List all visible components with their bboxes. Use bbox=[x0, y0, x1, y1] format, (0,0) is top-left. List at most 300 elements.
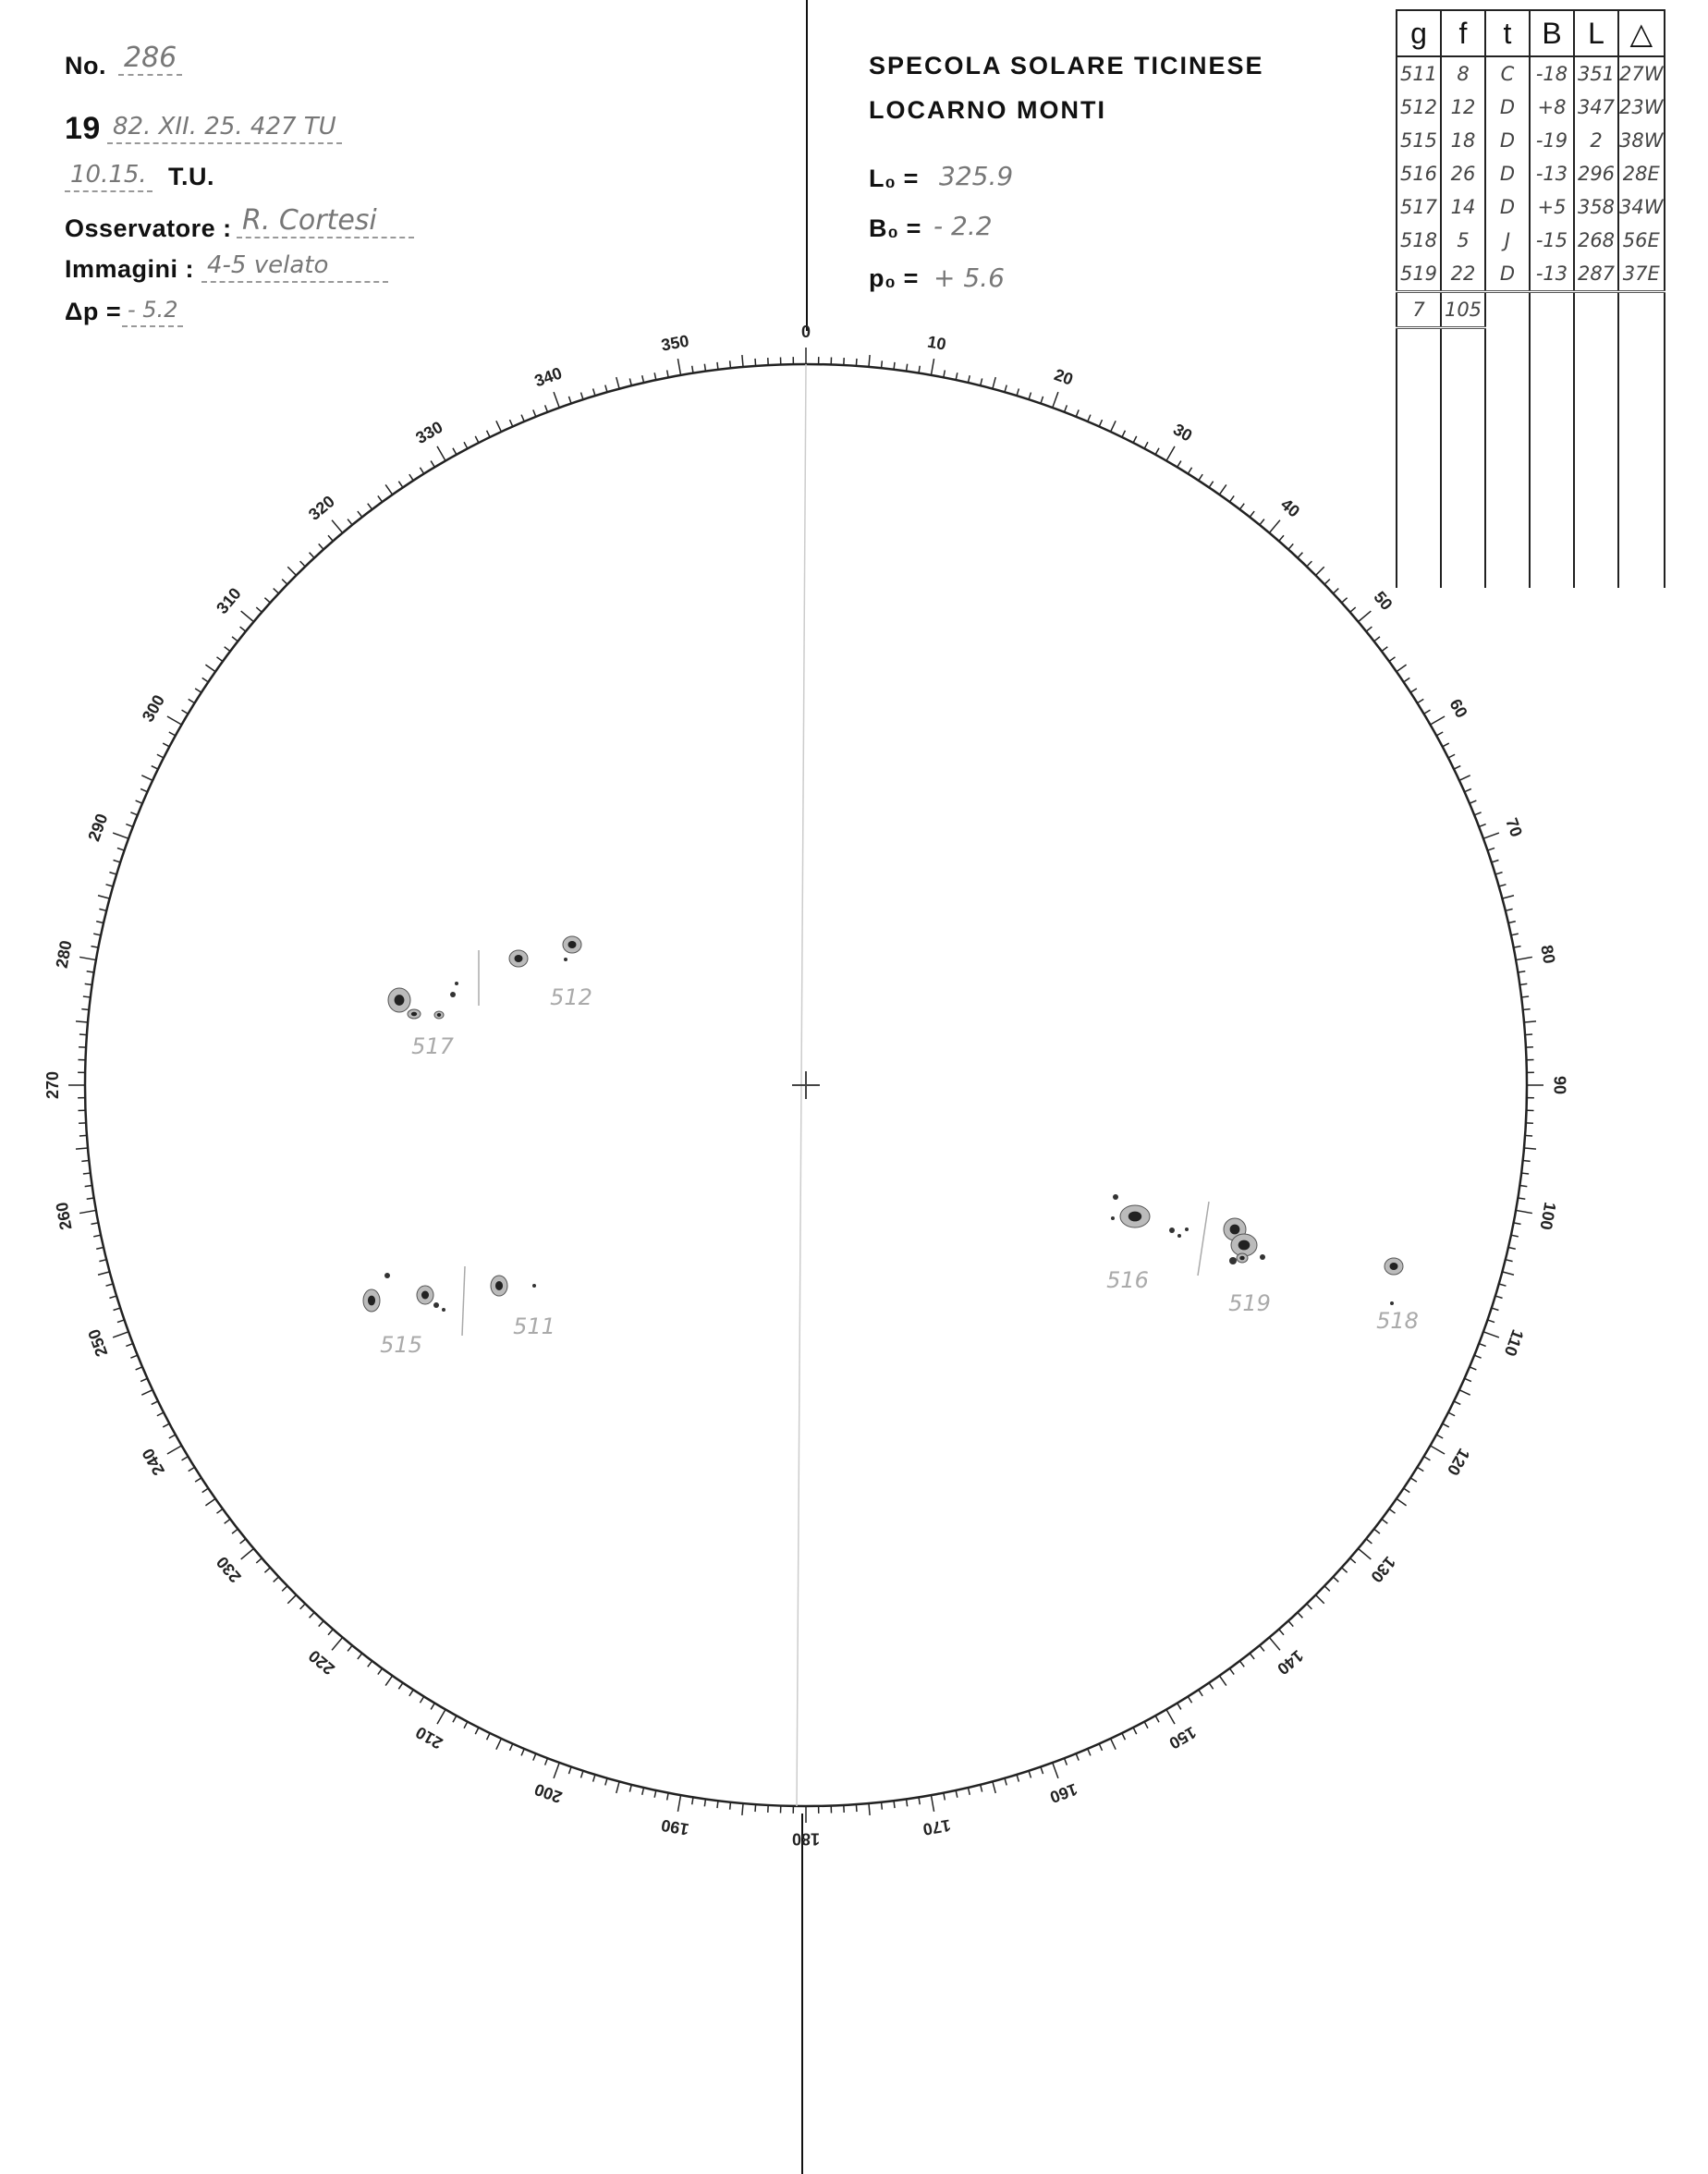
limb-tick bbox=[152, 766, 158, 770]
limb-tick bbox=[1144, 1722, 1148, 1728]
column-header: B bbox=[1530, 10, 1574, 56]
limb-tick bbox=[202, 678, 209, 681]
limb-tick-label: 210 bbox=[412, 1722, 446, 1753]
limb-tick bbox=[431, 1704, 434, 1710]
limb-tick bbox=[358, 511, 362, 517]
limb-tick-label: 220 bbox=[305, 1646, 338, 1679]
limb-tick bbox=[1188, 468, 1191, 474]
limb-tick bbox=[1374, 1529, 1380, 1533]
limb-tick bbox=[1430, 1446, 1445, 1454]
limb-tick bbox=[1514, 1223, 1521, 1225]
limb-tick bbox=[1260, 519, 1264, 525]
B0-label: B₀ = bbox=[869, 214, 921, 242]
limb-tick bbox=[1523, 1009, 1531, 1010]
column-header: f bbox=[1441, 10, 1485, 56]
limb-tick bbox=[704, 364, 705, 372]
limb-tick bbox=[1479, 1344, 1485, 1347]
L0-label: L₀ = bbox=[869, 165, 919, 192]
limb-tick bbox=[1065, 405, 1068, 411]
limb-tick bbox=[1465, 788, 1471, 791]
limb-tick bbox=[475, 436, 479, 443]
table-cell: 38W bbox=[1618, 124, 1665, 157]
limb-tick-label: 140 bbox=[1274, 1646, 1307, 1679]
limb-tick bbox=[1508, 922, 1516, 923]
limb-tick bbox=[1324, 580, 1330, 585]
limb-tick-label: 120 bbox=[1443, 1445, 1474, 1479]
limb-tick bbox=[310, 1612, 314, 1618]
limb-tick bbox=[487, 1733, 491, 1740]
limb-tick bbox=[1499, 885, 1507, 886]
group-label-518: 518 bbox=[1376, 1308, 1419, 1334]
sunspot-umbra-519 bbox=[1239, 1256, 1244, 1261]
limb-tick bbox=[1495, 873, 1503, 874]
limb-tick bbox=[300, 1604, 306, 1609]
limb-tick bbox=[256, 1558, 262, 1563]
table-cell: 512 bbox=[1397, 91, 1441, 124]
limb-tick bbox=[509, 420, 512, 426]
limb-tick bbox=[1017, 1775, 1019, 1782]
limb-tick bbox=[677, 1795, 680, 1812]
limb-tick bbox=[1316, 567, 1324, 575]
limb-tick bbox=[1519, 1186, 1527, 1187]
limb-tick bbox=[919, 366, 920, 373]
limb-tick bbox=[1316, 1595, 1324, 1604]
limb-tick bbox=[136, 1367, 142, 1370]
table-cell: 519 bbox=[1397, 257, 1441, 292]
limb-tick-label: 10 bbox=[925, 332, 948, 354]
limb-tick bbox=[85, 1186, 92, 1187]
table-cell: 22 bbox=[1441, 257, 1485, 292]
limb-tick bbox=[1029, 393, 1031, 400]
limb-tick-label: 60 bbox=[1446, 695, 1471, 722]
limb-tick-label: 280 bbox=[52, 938, 76, 970]
table-cell: D bbox=[1485, 257, 1530, 292]
limb-tick bbox=[642, 375, 644, 383]
limb-tick bbox=[1374, 637, 1380, 641]
limb-tick bbox=[99, 1260, 106, 1262]
limb-tick bbox=[1523, 1161, 1531, 1162]
limb-tick bbox=[1053, 1763, 1058, 1778]
limb-tick bbox=[1389, 1508, 1395, 1513]
images-value: 4-5 velato bbox=[201, 250, 388, 283]
limb-tick bbox=[1443, 743, 1449, 747]
table-cell: 518 bbox=[1397, 224, 1441, 257]
limb-tick bbox=[169, 1435, 176, 1438]
limb-tick bbox=[319, 544, 323, 549]
sunspot-umbra-515 bbox=[368, 1296, 375, 1306]
limb-tick bbox=[593, 1775, 595, 1782]
limb-tick bbox=[521, 1749, 524, 1755]
sunspot-pore-512 bbox=[564, 958, 567, 961]
delta-p-label: Δp = bbox=[65, 298, 122, 325]
table-cell: J bbox=[1485, 224, 1530, 257]
limb-tick bbox=[205, 665, 215, 671]
limb-tick-label: 350 bbox=[659, 331, 690, 355]
limb-tick bbox=[907, 1799, 908, 1806]
limb-tick bbox=[409, 1690, 413, 1696]
sunspot-pore-516 bbox=[1185, 1227, 1189, 1231]
sunspot-umbra-512 bbox=[568, 941, 577, 948]
limb-tick bbox=[956, 1790, 958, 1798]
table-cell: -15 bbox=[1530, 224, 1574, 257]
group-label-512: 512 bbox=[550, 984, 592, 1010]
limb-tick bbox=[1269, 520, 1280, 533]
limb-tick bbox=[205, 1498, 215, 1505]
limb-tick bbox=[99, 909, 106, 910]
limb-tick bbox=[1483, 833, 1499, 838]
limb-tick bbox=[1448, 1412, 1455, 1416]
limb-tick bbox=[654, 373, 656, 380]
table-cell: 268 bbox=[1574, 224, 1618, 257]
sunspot-pore-519 bbox=[1229, 1257, 1237, 1264]
limb-tick bbox=[332, 520, 343, 533]
table-cell: D bbox=[1485, 157, 1530, 190]
limb-tick bbox=[1424, 1457, 1431, 1460]
limb-tick-label: 250 bbox=[84, 1326, 112, 1360]
sunspot-pore-518 bbox=[1390, 1301, 1394, 1305]
limb-tick bbox=[1436, 1435, 1443, 1438]
table-cell: 515 bbox=[1397, 124, 1441, 157]
limb-tick bbox=[216, 1508, 222, 1513]
limb-tick bbox=[1111, 421, 1116, 432]
limb-tick bbox=[93, 934, 101, 935]
limb-tick bbox=[182, 1457, 189, 1460]
limb-tick bbox=[475, 1728, 479, 1734]
limb-tick bbox=[79, 1210, 96, 1213]
limb-tick bbox=[496, 1739, 501, 1750]
number-value: 286 bbox=[118, 43, 182, 76]
limb-tick bbox=[130, 1355, 137, 1358]
observatory-name: SPECOLA SOLARE TICINESE bbox=[869, 52, 1264, 79]
limb-tick bbox=[554, 392, 559, 408]
limb-tick bbox=[87, 971, 94, 972]
B0-value: - 2.2 bbox=[933, 211, 993, 241]
table-cell: 27W bbox=[1618, 56, 1665, 91]
limb-tick bbox=[274, 589, 279, 593]
limb-tick bbox=[1307, 1604, 1312, 1609]
column-header: t bbox=[1485, 10, 1530, 56]
limb-tick bbox=[358, 1654, 362, 1659]
limb-tick bbox=[1288, 1621, 1293, 1627]
limb-tick bbox=[167, 1446, 182, 1454]
limb-tick bbox=[1488, 848, 1495, 850]
divider-515-511 bbox=[462, 1266, 465, 1336]
limb-tick bbox=[1333, 1577, 1338, 1582]
limb-tick bbox=[981, 1785, 982, 1792]
limb-tick bbox=[464, 442, 468, 448]
limb-tick bbox=[1076, 1753, 1079, 1760]
limb-tick bbox=[1307, 561, 1312, 567]
table-cell: 12 bbox=[1441, 91, 1485, 124]
table-cell: D bbox=[1485, 190, 1530, 224]
group-label-517: 517 bbox=[411, 1033, 454, 1059]
sunspot-umbra-519 bbox=[1230, 1225, 1240, 1235]
sunspot-pore-516 bbox=[1113, 1194, 1118, 1200]
limb-tick bbox=[730, 360, 731, 368]
limb-tick bbox=[1324, 1586, 1330, 1592]
limb-tick bbox=[1389, 657, 1395, 662]
table-cell: 287 bbox=[1574, 257, 1618, 292]
limb-tick bbox=[1488, 1320, 1495, 1323]
limb-tick bbox=[310, 553, 314, 558]
sunspot-pore-519 bbox=[1260, 1254, 1265, 1260]
limb-tick bbox=[106, 885, 114, 886]
limb-tick bbox=[79, 1034, 87, 1035]
total-spots: 105 bbox=[1441, 292, 1485, 328]
table-cell: 56E bbox=[1618, 224, 1665, 257]
limb-tick bbox=[730, 1802, 731, 1810]
limb-tick bbox=[83, 996, 91, 997]
limb-tick bbox=[968, 375, 970, 383]
limb-tick bbox=[1511, 1235, 1519, 1237]
limb-tick bbox=[195, 1478, 201, 1482]
limb-tick-label: 30 bbox=[1169, 420, 1196, 446]
limb-tick bbox=[1454, 1401, 1460, 1405]
limb-tick bbox=[163, 1423, 169, 1427]
limb-tick bbox=[1502, 1272, 1514, 1275]
limb-tick bbox=[136, 800, 142, 803]
total-groups: 7 bbox=[1397, 292, 1441, 328]
limb-tick bbox=[98, 1272, 110, 1275]
limb-tick bbox=[1495, 1296, 1503, 1298]
sunspot-pore-515 bbox=[384, 1273, 390, 1278]
limb-tick bbox=[98, 896, 110, 898]
limb-tick bbox=[1521, 996, 1529, 997]
limb-tick bbox=[1342, 1568, 1348, 1572]
limb-tick bbox=[742, 355, 743, 367]
table-cell: -18 bbox=[1530, 56, 1574, 91]
limb-tick-label: 290 bbox=[84, 811, 112, 844]
limb-tick bbox=[1005, 385, 1006, 393]
limb-tick-label: 90 bbox=[1550, 1075, 1569, 1095]
sunspot-pore-517 bbox=[455, 982, 458, 985]
limb-tick bbox=[869, 1803, 870, 1815]
limb-tick bbox=[79, 957, 96, 959]
L0-value: 325.9 bbox=[939, 161, 1014, 191]
limb-tick bbox=[169, 732, 176, 736]
sunspot-pore-515 bbox=[433, 1302, 439, 1308]
limb-tick bbox=[1479, 824, 1485, 827]
limb-tick bbox=[894, 1801, 895, 1808]
limb-tick bbox=[1483, 1332, 1499, 1337]
limb-tick bbox=[993, 377, 995, 389]
limb-tick-label: 110 bbox=[1500, 1326, 1528, 1359]
limb-tick bbox=[1219, 1676, 1226, 1686]
divider-516-519 bbox=[1198, 1202, 1209, 1276]
limb-tick bbox=[225, 647, 230, 652]
limb-tick-label: 240 bbox=[138, 1445, 169, 1479]
limb-tick-label: 270 bbox=[43, 1070, 62, 1100]
limb-tick bbox=[1524, 1148, 1536, 1149]
limb-tick bbox=[487, 431, 491, 437]
limb-tick bbox=[114, 1308, 121, 1310]
limb-tick bbox=[568, 397, 571, 404]
limb-tick bbox=[993, 1781, 995, 1793]
table-cell: 26 bbox=[1441, 157, 1485, 190]
limb-tick bbox=[496, 421, 501, 432]
limb-tick bbox=[1239, 504, 1244, 509]
limb-tick bbox=[420, 468, 423, 474]
limb-tick bbox=[152, 1401, 158, 1405]
limb-tick bbox=[328, 1630, 333, 1635]
limb-tick bbox=[1342, 598, 1348, 603]
table-cell: 8 bbox=[1441, 56, 1485, 91]
limb-tick bbox=[568, 1767, 571, 1775]
table-cell: -13 bbox=[1530, 157, 1574, 190]
limb-tick-label: 230 bbox=[213, 1553, 245, 1586]
limb-tick bbox=[1359, 1548, 1372, 1559]
limb-tick bbox=[1492, 860, 1499, 861]
table-cell: D bbox=[1485, 124, 1530, 157]
limb-tick bbox=[1366, 1539, 1372, 1544]
limb-tick bbox=[554, 1763, 559, 1778]
limb-tick-label: 70 bbox=[1502, 815, 1526, 839]
limb-tick bbox=[1470, 800, 1476, 803]
limb-tick bbox=[420, 1696, 423, 1703]
limb-tick-label: 300 bbox=[138, 691, 169, 726]
limb-tick bbox=[91, 947, 98, 948]
limb-tick bbox=[348, 519, 352, 525]
limb-tick bbox=[545, 405, 548, 411]
limb-tick bbox=[117, 848, 125, 850]
limb-tick-label: 310 bbox=[213, 584, 245, 617]
table-cell: 14 bbox=[1441, 190, 1485, 224]
limb-tick bbox=[106, 1284, 114, 1286]
limb-tick bbox=[1005, 1778, 1006, 1786]
limb-tick bbox=[216, 657, 222, 662]
limb-tick-label: 200 bbox=[531, 1779, 565, 1807]
limb-tick bbox=[1514, 947, 1521, 948]
limb-tick bbox=[1250, 511, 1254, 517]
limb-tick-label: 20 bbox=[1052, 365, 1076, 389]
sunspot-umbra-519 bbox=[1238, 1240, 1250, 1251]
limb-tick bbox=[264, 598, 270, 603]
limb-tick bbox=[919, 1797, 920, 1804]
limb-tick bbox=[1519, 983, 1527, 984]
limb-tick bbox=[287, 1595, 296, 1604]
limb-tick bbox=[96, 922, 104, 923]
limb-tick bbox=[1088, 1749, 1091, 1755]
limb-tick-label: 0 bbox=[800, 322, 811, 341]
limb-tick bbox=[240, 627, 246, 631]
sunspot-pore-516 bbox=[1111, 1216, 1115, 1220]
limb-tick bbox=[202, 1488, 209, 1492]
limb-tick bbox=[1133, 436, 1137, 443]
limb-tick bbox=[81, 1161, 89, 1162]
limb-tick bbox=[1525, 1034, 1532, 1035]
limb-tick bbox=[368, 1661, 372, 1667]
column-header: L bbox=[1574, 10, 1618, 56]
limb-tick bbox=[1298, 1612, 1302, 1618]
table-cell: 34W bbox=[1618, 190, 1665, 224]
limb-tick bbox=[533, 1753, 536, 1760]
limb-tick-label: 180 bbox=[791, 1829, 821, 1849]
observatory-location: LOCARNO MONTI bbox=[869, 96, 1106, 124]
limb-tick bbox=[717, 1801, 718, 1808]
limb-tick bbox=[1219, 484, 1226, 495]
limb-tick bbox=[189, 1467, 195, 1471]
limb-tick bbox=[667, 370, 669, 377]
limb-tick bbox=[545, 1758, 548, 1765]
limb-tick-label: 330 bbox=[412, 417, 446, 448]
limb-tick bbox=[225, 1519, 230, 1523]
limb-tick bbox=[398, 1683, 402, 1690]
limb-tick bbox=[1279, 535, 1284, 541]
limb-tick bbox=[431, 461, 434, 468]
limb-tick bbox=[79, 1135, 87, 1136]
limb-tick bbox=[1459, 1390, 1470, 1395]
limb-tick-label: 320 bbox=[305, 492, 338, 524]
limb-tick bbox=[409, 474, 413, 481]
limb-tick bbox=[1516, 957, 1532, 959]
sunspot-umbra-512 bbox=[515, 955, 523, 962]
sunspot-pore-511 bbox=[532, 1284, 536, 1288]
limb-tick bbox=[654, 1790, 656, 1798]
limb-tick bbox=[1333, 589, 1338, 593]
table-cell: 5 bbox=[1441, 224, 1485, 257]
limb-tick bbox=[1250, 1654, 1254, 1659]
table-cell: 358 bbox=[1574, 190, 1618, 224]
limb-tick bbox=[91, 1223, 98, 1225]
limb-tick bbox=[1239, 1661, 1244, 1667]
limb-tick bbox=[241, 1548, 254, 1559]
limb-tick bbox=[1499, 1284, 1507, 1286]
limb-tick bbox=[968, 1788, 970, 1795]
table-cell: 28E bbox=[1618, 157, 1665, 190]
limb-tick bbox=[1508, 1247, 1516, 1249]
observer-value: R. Cortesi bbox=[237, 205, 414, 238]
sunspot-umbra-517 bbox=[411, 1012, 417, 1017]
limb-tick bbox=[755, 1804, 756, 1812]
limb-tick bbox=[378, 1668, 383, 1674]
limb-tick bbox=[521, 415, 524, 421]
limb-tick bbox=[1017, 388, 1019, 396]
limb-tick-label: 130 bbox=[1367, 1553, 1399, 1586]
sunspot-umbra-511 bbox=[495, 1281, 503, 1290]
limb-tick bbox=[282, 1586, 287, 1592]
limb-tick bbox=[328, 535, 333, 541]
table-cell: +8 bbox=[1530, 91, 1574, 124]
limb-tick bbox=[1177, 1704, 1181, 1710]
limb-tick bbox=[931, 1795, 933, 1812]
limb-tick bbox=[76, 1021, 88, 1022]
sunspot-pore-515 bbox=[442, 1308, 445, 1312]
limb-tick bbox=[93, 1235, 101, 1237]
limb-tick bbox=[629, 1785, 631, 1792]
limb-tick bbox=[1502, 896, 1514, 898]
limb-tick bbox=[1417, 1467, 1423, 1471]
limb-tick bbox=[755, 359, 756, 366]
limb-tick bbox=[140, 1378, 147, 1381]
limb-tick bbox=[195, 689, 201, 692]
limb-tick-label: 190 bbox=[659, 1815, 690, 1839]
limb-tick bbox=[1269, 1638, 1280, 1651]
limb-tick bbox=[692, 1797, 693, 1804]
limb-tick bbox=[1518, 971, 1525, 972]
limb-tick bbox=[1298, 553, 1302, 558]
limb-tick bbox=[1155, 1716, 1159, 1722]
limb-tick bbox=[1088, 415, 1091, 421]
table-cell: 296 bbox=[1574, 157, 1618, 190]
limb-tick-label: 170 bbox=[921, 1815, 953, 1839]
number-label: No. bbox=[65, 52, 106, 79]
limb-tick bbox=[533, 409, 536, 416]
P0-value: + 5.6 bbox=[933, 263, 1005, 293]
limb-tick bbox=[130, 812, 137, 815]
limb-tick bbox=[256, 607, 262, 612]
limb-tick bbox=[1053, 392, 1058, 408]
limb-tick bbox=[141, 776, 152, 780]
